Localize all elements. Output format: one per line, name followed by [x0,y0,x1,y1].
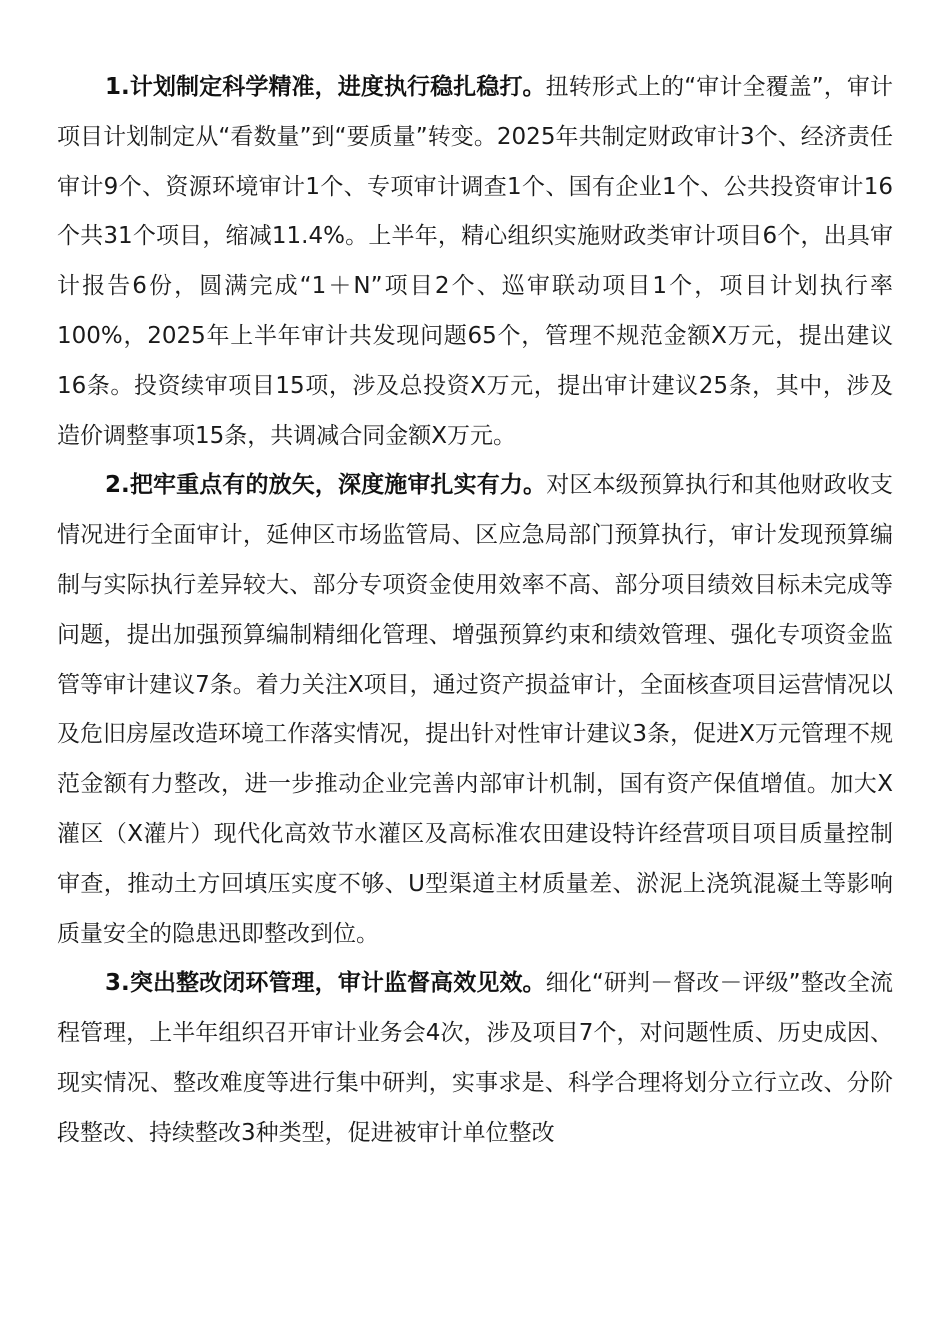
paragraph-1-heading: 1.计划制定科学精准，进度执行稳扎稳打。 [105,74,546,100]
paragraph-2 [57,461,893,959]
paragraph-3-text: 细化“研判－督改－评级”整改全流程管理，上半年组织召开审计业务会4次，涉及项目7个，对问题性质、历史成因、现实情况、整改难度等进行集中研判，实事求是、科学合理将划分立行立改、分阶段整改、持续整改3种类型，促进被审计单位整改 [57,970,893,1146]
paragraph-1 [57,63,893,461]
paragraph-1-text: 扭转形式上的“审计全覆盖”，审计项目计划制定从“看数量”到“要质量”转变。2025年共制定财政审计3个、经济责任审计9个、资源环境审计1个、专项审计调查1个、国有企业1个、公共投资审计16个共31个项目，缩减11.4%。上半年，精心组织实施财政类审计项目6个，出具审计报告6份，圆满完成“1＋N”项目2个、巡审联动项目1个，项目计划执行率100%，2025年上半年审计共发现问题65个，管理不规范金额X万元，提出建议16条。投资续审项目15项，涉及总投资X万元，提出审计建议25条，其中，涉及造价调整事项15条，共调减合同金额X万元。 [57,74,893,449]
paragraph-3 [57,959,893,1158]
document-body [57,63,893,1159]
paragraph-2-text: 对区本级预算执行和其他财政收支情况进行全面审计，延伸区市场监管局、区应急局部门预算执行，审计发现预算编制与实际执行差异较大、部分专项资金使用效率不高、部分项目绩效目标未完成等问题，提出加强预算编制精细化管理、增强预算约束和绩效管理、强化专项资金监管等审计建议7条。着力关注X项目，通过资产损益审计，全面核查项目运营情况以及危旧房屋改造环境工作落实情况，提出针对性审计建议3条，促进X万元管理不规范金额有力整改，进一步推动企业完善内部审计机制，国有资产保值增值。加大X灌区（X灌片）现代化高效节水灌区及高标准农田建设特许经营项目项目质量控制审查，推动土方回填压实度不够、U型渠道主材质量差、淤泥上浇筑混凝土等影响质量安全的隐患迅即整改到位。 [57,472,894,947]
paragraph-3-heading: 3.突出整改闭环管理，审计监督高效见效。 [105,970,546,997]
paragraph-2-heading: 2.把牢重点有的放矢，深度施审扎实有力。 [105,472,547,499]
